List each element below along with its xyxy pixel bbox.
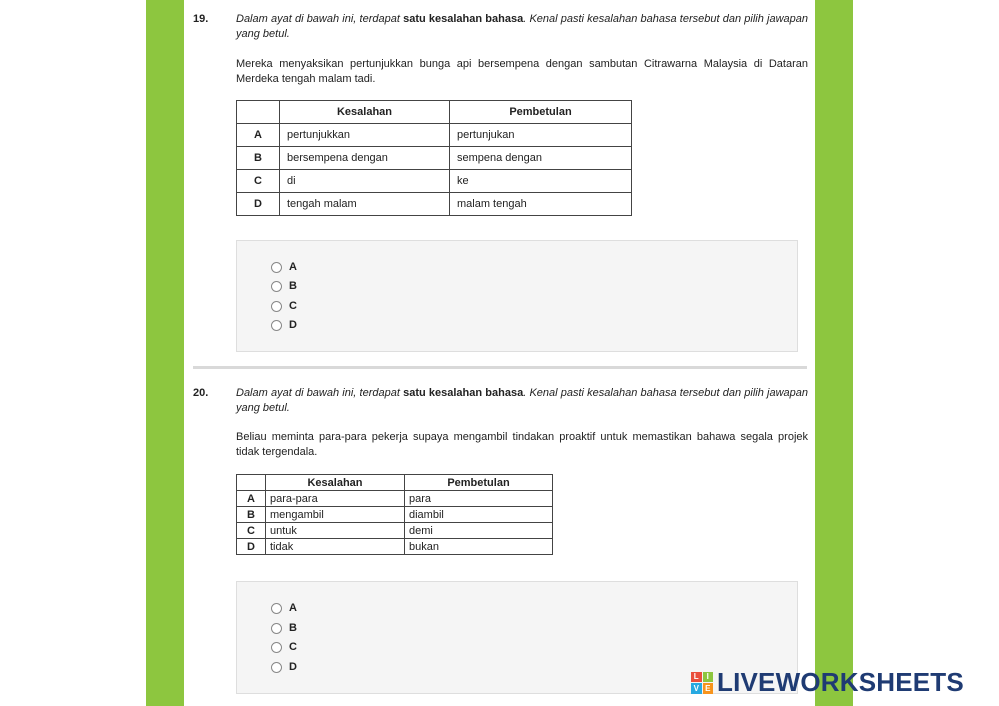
option-label: D	[289, 661, 297, 673]
option-label: C	[289, 641, 297, 653]
table-row	[237, 147, 632, 170]
option-c[interactable]	[271, 641, 297, 653]
option-a[interactable]	[271, 261, 297, 273]
option-label: B	[289, 622, 297, 634]
radio-button[interactable]	[271, 262, 282, 273]
logo-mark-letter: V	[691, 683, 702, 694]
instruction-text: Dalam ayat di bawah ini, terdapat	[236, 13, 404, 25]
pembetulan-cell: demi	[405, 523, 553, 539]
question-number: 19.	[193, 13, 209, 25]
table-header-row	[237, 101, 632, 124]
instruction-text: Dalam ayat di bawah ini, terdapat	[236, 387, 404, 399]
table-row	[237, 170, 632, 193]
answer-table	[236, 474, 553, 555]
radio-button[interactable]	[271, 320, 282, 331]
row-letter: C	[237, 170, 280, 193]
radio-button[interactable]	[271, 281, 282, 292]
table-row	[237, 193, 632, 216]
question-sentence: Beliau meminta para-para pekerja supaya mengambil tindakan proaktif untuk memastikan bahawa segala projek tidak tergendala.	[236, 431, 808, 458]
option-d[interactable]	[271, 319, 297, 331]
kesalahan-cell: tengah malam	[280, 193, 450, 216]
table-header-cell	[237, 101, 280, 124]
question-instruction	[236, 386, 808, 416]
instruction-text: . Kenal pasti kesalahan bahasa tersebut dan pilih jawapan yang betul.	[236, 387, 808, 414]
liveworksheets-logo[interactable]	[691, 667, 964, 698]
pembetulan-cell: malam tengah	[450, 193, 632, 216]
answer-options-box	[236, 240, 798, 352]
option-b[interactable]	[271, 622, 297, 634]
row-letter: C	[237, 523, 266, 539]
radio-button[interactable]	[271, 662, 282, 673]
question-sentence: Mereka menyaksikan pertunjukkan bunga api bersempena dengan sambutan Citrawarna Malaysia di Dataran Merdeka tengah malam tadi.	[236, 58, 808, 85]
pembetulan-cell: sempena dengan	[450, 147, 632, 170]
table-header-cell	[237, 475, 266, 491]
row-letter: D	[237, 193, 280, 216]
option-label: A	[289, 602, 297, 614]
option-label: C	[289, 300, 297, 312]
pembetulan-cell: bukan	[405, 539, 553, 555]
table-row	[237, 124, 632, 147]
option-a[interactable]	[271, 602, 297, 614]
pembetulan-cell: para	[405, 491, 553, 507]
kesalahan-cell: mengambil	[266, 507, 405, 523]
liveworksheets-logo-icon	[691, 672, 713, 694]
option-label: B	[289, 280, 297, 292]
table-row	[237, 523, 553, 539]
row-letter: B	[237, 507, 266, 523]
row-letter: A	[237, 124, 280, 147]
instruction-bold-text: satu kesalahan bahasa	[403, 13, 524, 25]
kesalahan-cell: di	[280, 170, 450, 193]
table-header-cell: Kesalahan	[266, 475, 405, 491]
pembetulan-cell: ke	[450, 170, 632, 193]
left-green-border	[146, 0, 184, 706]
row-letter: A	[237, 491, 266, 507]
question-divider	[193, 366, 807, 369]
radio-button[interactable]	[271, 301, 282, 312]
option-label: A	[289, 261, 297, 273]
option-b[interactable]	[271, 280, 297, 292]
table-row	[237, 539, 553, 555]
logo-mark-letter: L	[691, 672, 702, 683]
radio-button[interactable]	[271, 603, 282, 614]
option-c[interactable]	[271, 300, 297, 312]
radio-button[interactable]	[271, 642, 282, 653]
kesalahan-cell: pertunjukkan	[280, 124, 450, 147]
table-header-row	[237, 475, 553, 491]
kesalahan-cell: para-para	[266, 491, 405, 507]
question-instruction	[236, 12, 808, 42]
table-header-cell: Pembetulan	[405, 475, 553, 491]
table-header-cell: Pembetulan	[450, 101, 632, 124]
table-row	[237, 507, 553, 523]
logo-mark-letter: E	[703, 683, 714, 694]
row-letter: D	[237, 539, 266, 555]
logo-mark-letter: I	[703, 672, 714, 683]
row-letter: B	[237, 147, 280, 170]
table-row	[237, 491, 553, 507]
question-number: 20.	[193, 387, 209, 399]
pembetulan-cell: pertunjukan	[450, 124, 632, 147]
answer-table	[236, 100, 632, 216]
kesalahan-cell: bersempena dengan	[280, 147, 450, 170]
pembetulan-cell: diambil	[405, 507, 553, 523]
instruction-text: . Kenal pasti kesalahan bahasa tersebut dan pilih jawapan yang betul.	[236, 13, 808, 40]
radio-button[interactable]	[271, 623, 282, 634]
option-d[interactable]	[271, 661, 297, 673]
right-green-border	[815, 0, 853, 706]
option-label: D	[289, 319, 297, 331]
logo-text: LIVEWORKSHEETS	[717, 667, 964, 697]
kesalahan-cell: untuk	[266, 523, 405, 539]
kesalahan-cell: tidak	[266, 539, 405, 555]
table-header-cell: Kesalahan	[280, 101, 450, 124]
instruction-bold-text: satu kesalahan bahasa	[403, 387, 524, 399]
